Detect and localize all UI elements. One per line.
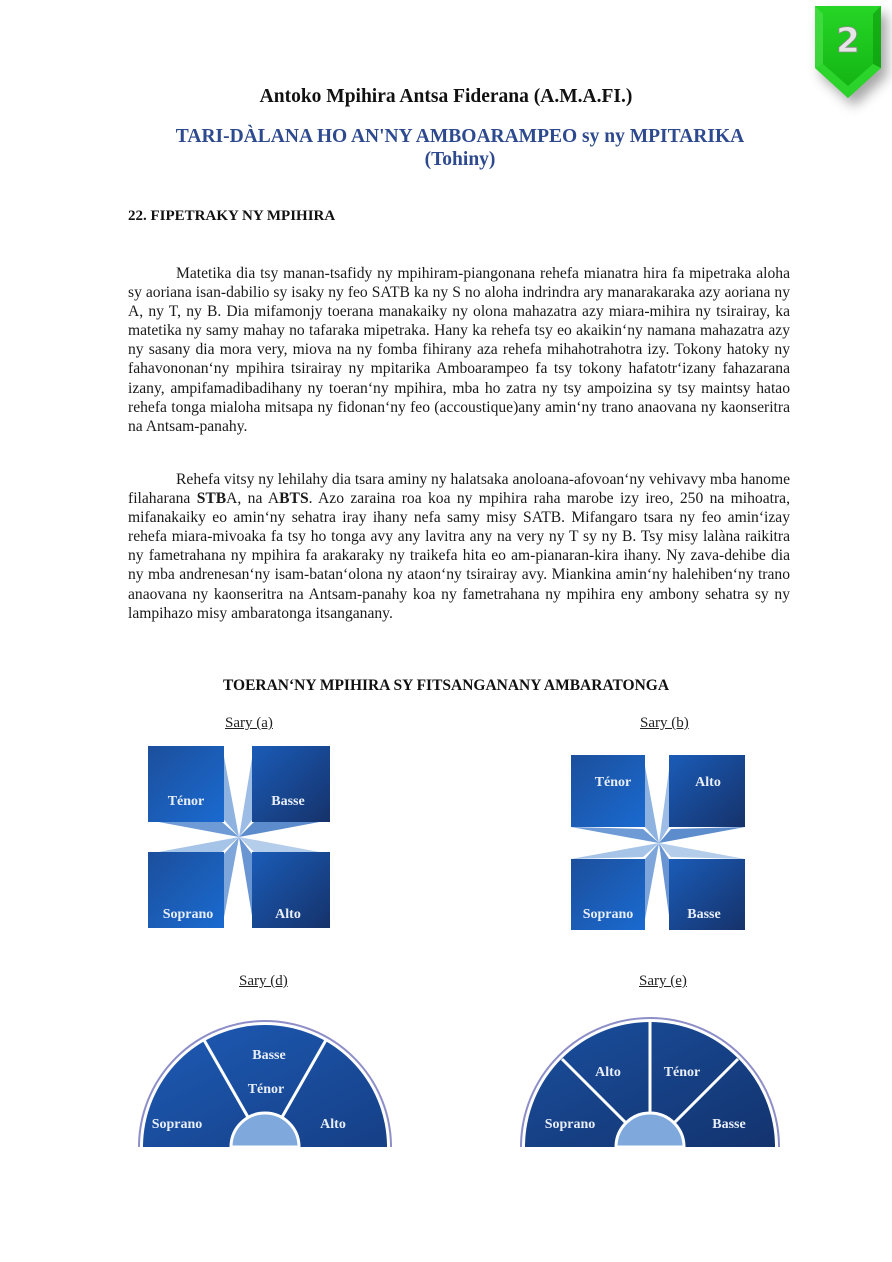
alto-block bbox=[669, 755, 745, 827]
tenor-block bbox=[148, 746, 224, 822]
label-soprano: Soprano bbox=[544, 1117, 596, 1132]
figure-b-caption: Sary (b) bbox=[640, 715, 689, 731]
figure-e-semicircle-diagram bbox=[519, 1015, 781, 1149]
figure-a-caption: Sary (a) bbox=[225, 715, 273, 731]
figure-d-caption: Sary (d) bbox=[239, 973, 288, 989]
figures-title: TOERAN‘NY MPIHIRA SY FITSANGANANY AMBARATONGA bbox=[222, 677, 670, 694]
bold-stb: STB bbox=[196, 490, 227, 508]
label-alto: Alto bbox=[595, 1065, 621, 1080]
page-number-badge bbox=[815, 6, 881, 98]
label-basse: Basse bbox=[687, 907, 721, 922]
figure-e-caption: Sary (e) bbox=[639, 973, 687, 989]
page-number: 2 bbox=[836, 21, 860, 61]
label-alto: Alto bbox=[695, 775, 721, 790]
label-soprano: Soprano bbox=[582, 907, 634, 922]
tenor-block bbox=[571, 755, 645, 827]
paragraph-2-text: . Azo zaraina roa koa ny mpihira raha marobe izy ireo, 250 na mihoatra, mifanakaiky eo amin‘ny sehatra iray ihany nefa samy misy SATB. Mifangaro tsara ny feo amin‘izay rehefa miara-mivoaka fa tsy ho tonga avy any lavitra any na very ny T sy ny B. Tsy misy lalàna raikitra ny fametrahana ny mpihira fa arakaraky ny traikefa hita eo am-pianaran-kira ihany. Ny zava-dehibe dia ny mba andrenesan‘ny isam-batan‘olona ny ataon‘ny tsirairay avy. Miankina amin‘ny halehiben‘ny trano anaovana ny kaonseritra na Antsam-panahy koa ny fametrahana ny mpihira eny ambony sehatra sy ny lampihazo misy ambaratonga itsanganany. bbox=[128, 490, 790, 622]
label-soprano: Soprano bbox=[162, 907, 214, 922]
label-tenor: Ténor bbox=[663, 1065, 701, 1080]
label-tenor: Ténor bbox=[247, 1082, 285, 1097]
bold-bts: BTS bbox=[279, 490, 309, 508]
figure-b-quadrant-diagram bbox=[571, 755, 745, 930]
label-soprano: Soprano bbox=[151, 1117, 203, 1132]
paragraph-2 bbox=[128, 470, 790, 623]
document-title-line1: TARI-DÀLANA HO AN'NY AMBOARAMPEO sy ny MPITARIKA bbox=[175, 126, 745, 147]
section-heading: 22. FIPETRAKY NY MPIHIRA bbox=[128, 208, 336, 224]
label-tenor: Ténor bbox=[594, 775, 632, 790]
figure-d-semicircle-diagram bbox=[137, 1015, 393, 1149]
figure-a-quadrant-diagram bbox=[148, 746, 330, 928]
basse-block bbox=[252, 746, 330, 822]
document-title bbox=[120, 125, 800, 171]
paragraph-2-text: Rehefa vitsy ny lehilahy dia tsara aminy ny halatsaka anoloana-afovoan‘ny vehivavy mba hanome filaharana bbox=[128, 471, 791, 508]
label-basse: Basse bbox=[252, 1048, 286, 1063]
label-basse: Basse bbox=[271, 794, 305, 809]
organization-title: Antoko Mpihira Antsa Fiderana (A.M.A.FI.) bbox=[259, 86, 633, 107]
label-basse: Basse bbox=[712, 1117, 746, 1132]
label-tenor: Ténor bbox=[167, 794, 205, 809]
label-alto: Alto bbox=[275, 907, 301, 922]
document-title-line2: (Tohiny) bbox=[424, 149, 496, 170]
paragraph-2-text: A, na A bbox=[226, 490, 280, 508]
paragraph-1: Matetika dia tsy manan-tsafidy ny mpihiram-piangonana rehefa mianatra hira fa mipetraka aloha sy aoriana isan-dabilio sy isaky ny feo SATB ka ny S no aloha indrindra ary manarakaraka azy aoriana ny A, ny T, ny B. Dia mifamonjy toerana manakaiky ny olona mahazatra azy miara-mihira ny tsirairay, ka matetika ny samy mahay no tafaraka mipetraka. Hany ka rehefa tsy eo akaikin‘ny namana mahazatra azy ny sasany dia mora very, miova na ny fomba fihirany aza rehefa mihahotrahotra izy. Tokony hatoky ny fahavononan‘ny mpihira tsirairay ny mpitarika Amboarampeo fa tsy tokony hafatotr‘izany fahazarana izany, ampifamadibadihany ny toeran‘ny mpihira, mba ho zatra ny tsy ampoizina sy tsy maintsy hatao rehefa tonga mialoha mitsapa ny fidonan‘ny feo (accoustique)any amin‘ny trano anaovana ny kaonseritra na Antsam-panahy. bbox=[128, 265, 790, 435]
label-alto: Alto bbox=[320, 1117, 346, 1132]
